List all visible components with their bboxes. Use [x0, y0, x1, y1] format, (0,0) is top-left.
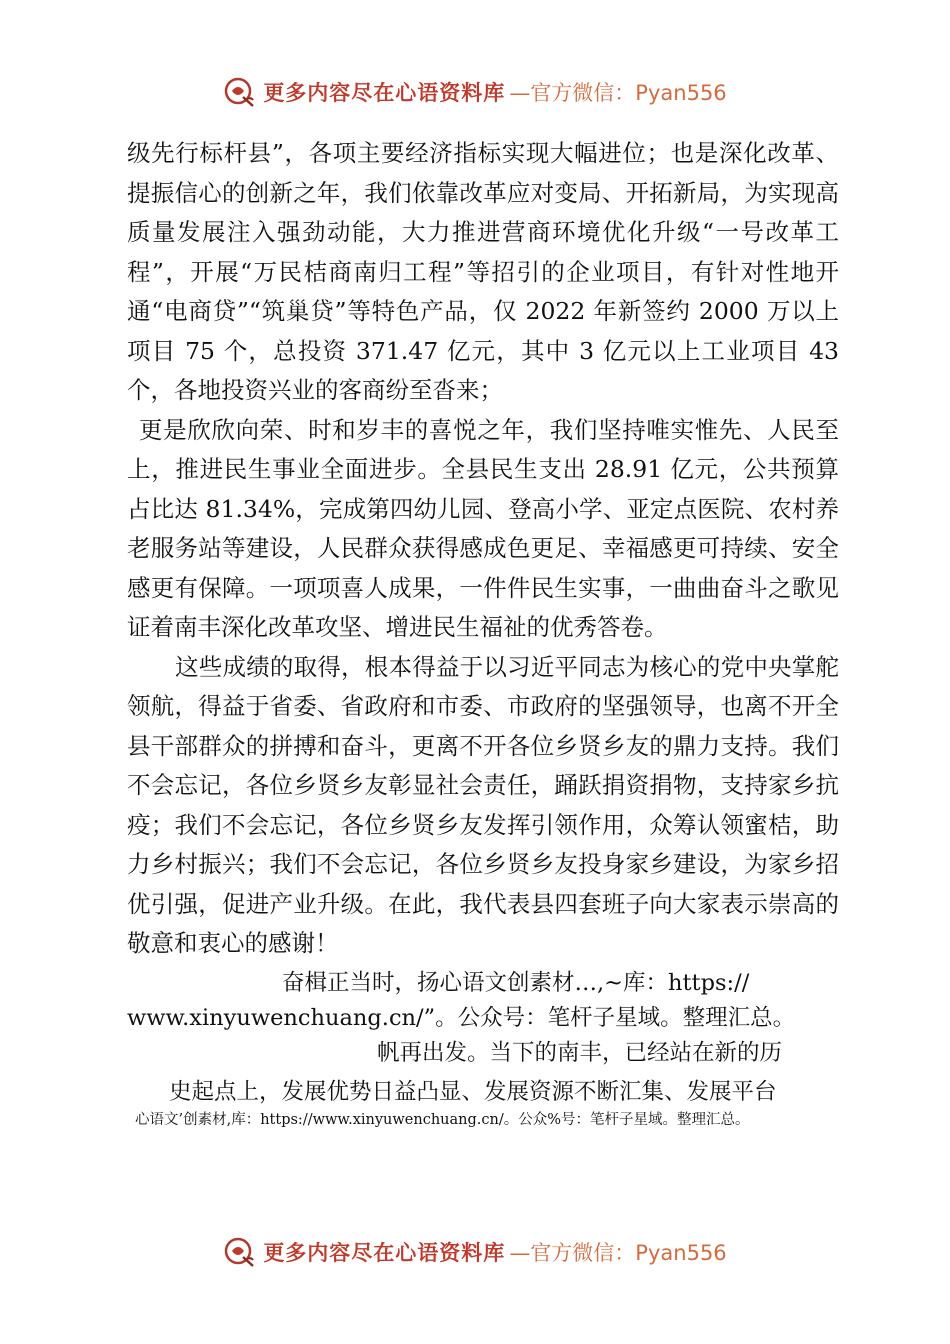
footer-banner: [0, 1232, 950, 1272]
banner-main-text: 更多内容尽在心语资料库: [263, 1241, 506, 1265]
rose-logo-icon: [223, 1235, 257, 1269]
header-banner: [0, 72, 950, 112]
paragraph-1: 级先行标杆县”，各项主要经济指标实现大幅进位；也是深化改革、提振信心的创新之年，我们依靠改革应对变局、开拓新局，为实现高质量发展注入强劲动能，大力推进营商环境优化升级“一号改革工程”，开展“万民桔商南归工程”等招引的企业项目，有针对性地开通“电商贷”“筑巢贷”等特色产品，仅 2022 年新签约 2000 万以上项目 75 个，总投资 371.47 亿元，其中 3 亿元以上工业项目 43 个，各地投资兴业的客商纷至沓来；: [127, 139, 839, 404]
banner-sub-text: —官方微信：Pyan556: [509, 81, 727, 105]
document-body: [127, 134, 839, 1130]
watermark-footnote: 心语文’创素材,库：https://www.xinyuwenchuang.cn/。公众%号：笔杆子星域。整理汇总。: [135, 1111, 750, 1128]
watermark-line-2: www.xinyuwenchuang.cn/”。公众号：笔杆子星域。整理汇总。: [127, 1004, 796, 1031]
watermark-line-3: 帆再出发。当下的南丰，已经站在新的历: [377, 1039, 783, 1066]
paragraph-3: 这些成绩的取得，根本得益于以习近平同志为核心的党中央掌舵领航，得益于省委、省政府和市委、市政府的坚强领导，也离不开全县干部群众的拼搏和奋斗，更离不开各位乡贤乡友的鼎力支持。我们不会忘记，各位乡贤乡友彰显社会责任，踊跃捐资捐物，支持家乡抗疫；我们不会忘记，各位乡贤乡友发挥引领作用，众筹认领蜜桔，助力乡村振兴；我们不会忘记，各位乡贤乡友投身家乡建设，为家乡招优引强，促进产业升级。在此，我代表县四套班子向大家表示崇高的敬意和衷心的感谢！: [127, 652, 839, 957]
banner-sub-text: —官方微信：Pyan556: [509, 1241, 727, 1265]
rose-logo-icon: [223, 75, 257, 109]
banner-main-text: 更多内容尽在心语资料库: [263, 81, 506, 105]
paragraph-2: 更是欣欣向荣、时和岁丰的喜悦之年，我们坚持唯实惟先、人民至上，推进民生事业全面进步。全县民生支出 28.91 亿元，公共预算占比达 81.34%，完成第四幼儿园、登高小学、亚定点医院、农村养老服务站等建设，人民群众获得感成色更足、幸福感更可持续、安全感更有保障。一项项喜人成果，一件件民生实事，一曲曲奋斗之歌见证着南丰深化改革攻坚、增进民生福祉的优秀答卷。: [127, 415, 839, 641]
watermark-line-4: 史起点上，发展优势日益凸显、发展资源不断汇集、发展平台: [169, 1078, 777, 1105]
watermark-line-1: 奋楫正当时，扬心语文创素材…,~库：https://: [282, 969, 750, 996]
watermark-block: [127, 966, 839, 1130]
